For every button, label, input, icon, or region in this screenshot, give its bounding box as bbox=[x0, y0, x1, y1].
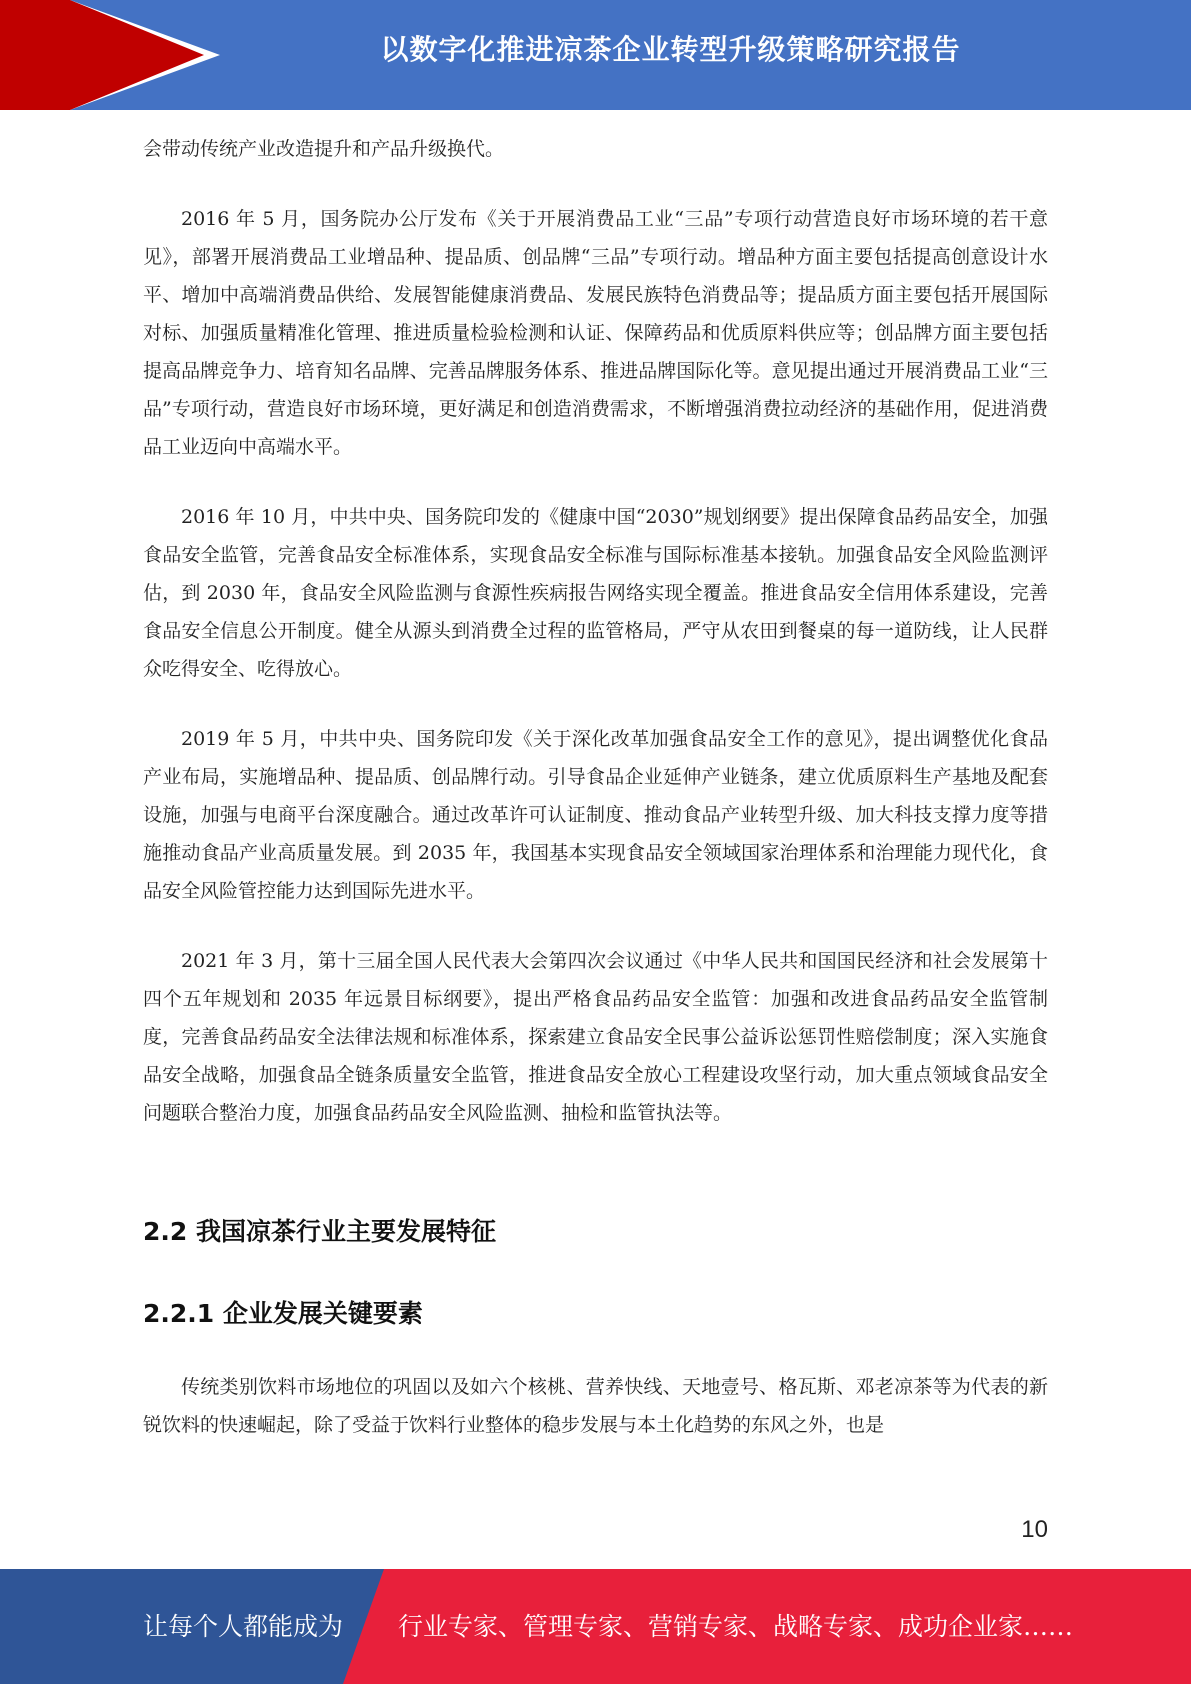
paragraph-key-factors: 传统类别饮料市场地位的巩固以及如六个核桃、营养快线、天地壹号、格瓦斯、邓老凉茶等为代表的新锐饮料的快速崛起，除了受益于饮料行业整体的稳步发展与本土化趋势的东风之外，也是 bbox=[143, 1376, 1048, 1436]
subsection-heading-2-2-1: 2.2.1 企业发展关键要素 bbox=[143, 1299, 423, 1328]
section-heading-2-2: 2.2 我国凉茶行业主要发展特征 bbox=[143, 1217, 496, 1246]
footer-slogan-right: 行业专家、管理专家、营销专家、战略专家、成功企业家…… bbox=[398, 1612, 1074, 1641]
header-arrow-icon bbox=[70, 0, 204, 110]
paragraph-2016-10: 2016 年 10 月，中共中央、国务院印发的《健康中国“2030”规划纲要》提出保障食品药品安全，加强食品安全监管，完善食品安全标准体系，实现食品安全标准与国际标准基本接轨。加强食品安全风险监测评估，到 2030 年，食品安全风险监测与食源性疾病报告网络实现全覆盖。推进食品安全信用体系建设，完善食品安全信息公开制度。健全从源头到消费全过程的监管格局，严守从农田到餐桌的每一道防线，让人民群众吃得安全、吃得放心。 bbox=[143, 506, 1048, 680]
paragraph-2016-05: 2016 年 5 月，国务院办公厅发布《关于开展消费品工业“三品”专项行动营造良好市场环境的若干意见》，部署开展消费品工业增品种、提品质、创品牌“三品”专项行动。增品种方面主要包括提高创意设计水平、增加中高端消费品供给、发展智能健康消费品、发展民族特色消费品等；提品质方面主要包括开展国际对标、加强质量精准化管理、推进质量检验检测和认证、保障药品和优质原料供应等；创品牌方面主要包括提高品牌竞争力、培育知名品牌、完善品牌服务体系、推进品牌国际化等。意见提出通过开展消费品工业“三品”专项行动，营造良好市场环境，更好满足和创造消费需求，不断增强消费拉动经济的基础作用，促进消费品工业迈向中高端水平。 bbox=[143, 208, 1048, 458]
report-title: 以数字化推进凉茶企业转型升级策略研究报告 bbox=[380, 33, 961, 66]
paragraph-2019-05: 2019 年 5 月，中共中央、国务院印发《关于深化改革加强食品安全工作的意见》，提出调整优化食品产业布局，实施增品种、提品质、创品牌行动。引导食品企业延伸产业链条，建立优质原料生产基地及配套设施，加强与电商平台深度融合。通过改革许可认证制度、推动食品产业转型升级、加大科技支撑力度等措施推动食品产业高质量发展。到 2035 年，我国基本实现食品安全领域国家治理体系和治理能力现代化，食品安全风险管控能力达到国际先进水平。 bbox=[143, 728, 1048, 902]
footer-slogan-left: 让每个人都能成为 bbox=[143, 1612, 344, 1641]
page-number: 10 bbox=[1021, 1516, 1048, 1543]
page-header bbox=[0, 0, 1191, 110]
paragraph-continuation: 会带动传统产业改造提升和产品升级换代。 bbox=[143, 138, 505, 160]
header-red-block bbox=[0, 0, 70, 110]
page-body bbox=[143, 130, 1048, 1444]
page-footer bbox=[0, 1569, 1191, 1684]
paragraph-2021-03: 2021 年 3 月，第十三届全国人民代表大会第四次会议通过《中华人民共和国国民经济和社会发展第十四个五年规划和 2035 年远景目标纲要》，提出严格食品药品安全监管：加强和改进食品药品安全监管制度，完善食品药品安全法律法规和标准体系，探索建立食品安全民事公益诉讼惩罚性赔偿制度；深入实施食品安全战略，加强食品全链条质量安全监管，推进食品安全放心工程建设攻坚行动，加大重点领域食品安全问题联合整治力度，加强食品药品安全风险监测、抽检和监管执法等。 bbox=[143, 950, 1048, 1124]
